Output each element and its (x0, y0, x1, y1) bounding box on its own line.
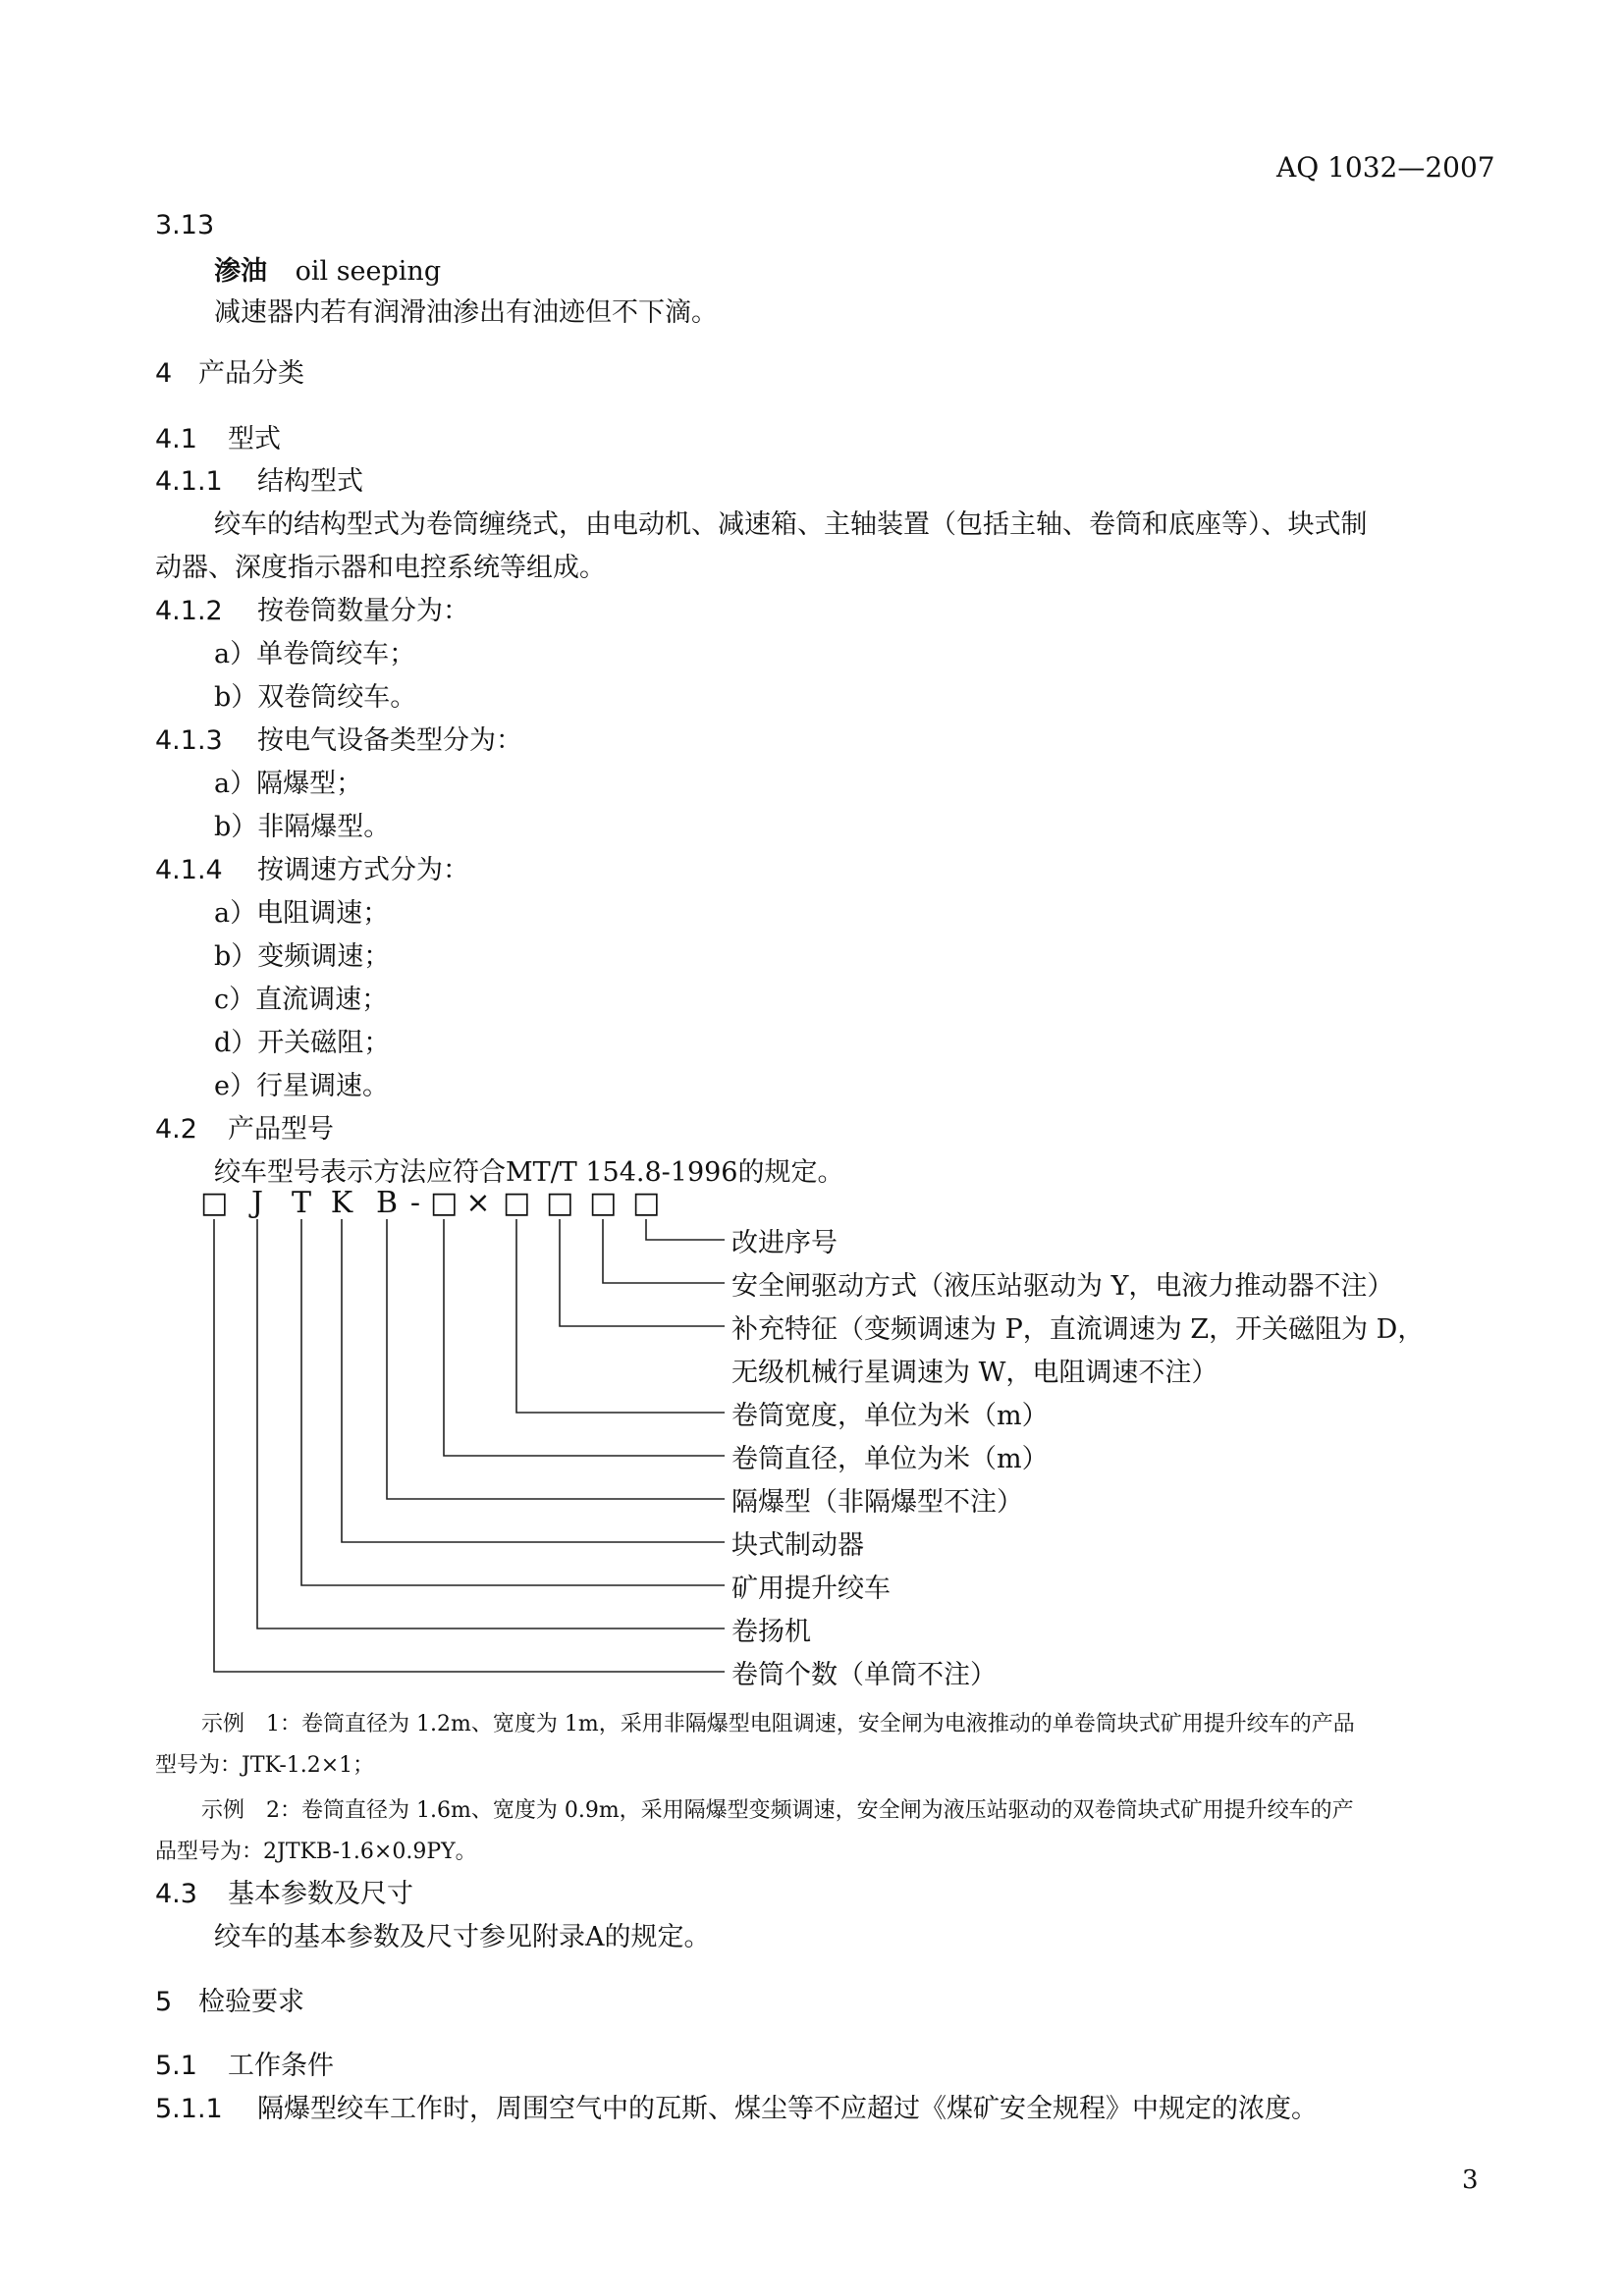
section-4-3-text: 绞车的基本参数及尺寸参见附录A的规定。 (214, 1922, 711, 1952)
model-code-label: 块式制动器 (731, 1530, 864, 1561)
list-item: a）电阻调速； (214, 898, 390, 929)
model-code-char: □ (430, 1186, 459, 1220)
section-4-title: 产品分类 (198, 358, 304, 389)
list-item: c）直流调速； (214, 985, 389, 1015)
section-4-number: 4 (155, 358, 173, 389)
section-5-1-1 (155, 2087, 1318, 2125)
connector-line (646, 1219, 725, 1240)
connector-line (387, 1219, 725, 1499)
document-id: AQ 1032—2007 (1276, 151, 1495, 184)
model-code-label: 卷筒直径，单位为米（m） (731, 1444, 1049, 1474)
list-item: b）双卷筒绞车。 (214, 682, 417, 713)
section-4-2-text: 绞车型号表示方法应符合MT/T 154.8-1996的规定。 (214, 1157, 844, 1188)
list-item: e）行星调速。 (214, 1071, 389, 1101)
section-5-1-number: 5.1 (155, 2051, 197, 2081)
model-code-label: 无级机械行星调速为 W，电阻调速不注） (731, 1358, 1218, 1388)
section-5-heading (155, 1980, 304, 2018)
model-code-char: □ (632, 1186, 661, 1220)
section-4-1-4-number: 4.1.4 (155, 855, 223, 885)
connector-line (257, 1219, 725, 1629)
section-4-1-number: 4.1 (155, 424, 197, 454)
section-4-1-1-text-line2: 动器、深度指示器和电控系统等组成。 (155, 553, 606, 583)
section-4-1-3-number: 4.1.3 (155, 725, 223, 756)
model-code-char: - (409, 1186, 421, 1220)
example-1-line1: 示例 1：卷筒直径为 1.2m、宽度为 1m，采用非隔爆型电阻调速，安全闸为电液推动的单卷筒块式矿用提升绞车的产品 (201, 1712, 1355, 1736)
connector-line (444, 1219, 725, 1456)
example-2-line2: 品型号为：2JTKB-1.6×0.9PY。 (155, 1840, 477, 1864)
section-3-13-number: 3.13 (155, 210, 215, 240)
list-item: d）开关磁阻； (214, 1028, 391, 1058)
section-5-title: 检验要求 (198, 1987, 304, 2017)
model-code-label: 卷筒个数（单筒不注） (731, 1660, 997, 1690)
connector-line (560, 1219, 725, 1326)
model-code-label: 隔爆型（非隔爆型不注） (731, 1487, 1023, 1518)
term-english: oil seeping (295, 256, 442, 287)
model-code-char: T (291, 1186, 311, 1220)
model-code-label: 补充特征（变频调速为 P，直流调速为 Z，开关磁阻为 D， (731, 1314, 1425, 1345)
connector-line (214, 1219, 725, 1672)
list-item: a）单卷筒绞车； (214, 639, 416, 669)
example-1-line2: 型号为：JTK-1.2×1； (155, 1753, 375, 1778)
section-4-1-1-text-line1: 绞车的结构型式为卷筒缠绕式，由电动机、减速箱、主轴装置（包括主轴、卷筒和底座等）、块式制 (214, 509, 1368, 540)
term-definition: 减速器内若有润滑油渗出有油迹但不下滴。 (214, 297, 718, 328)
section-5-1-1-number: 5.1.1 (155, 2094, 223, 2124)
section-4-3-number: 4.3 (155, 1879, 197, 1909)
list-item: a）隔爆型； (214, 769, 363, 799)
section-5-number: 5 (155, 1987, 173, 2017)
section-4-3-heading (155, 1872, 413, 1910)
model-code-char: □ (200, 1186, 229, 1220)
model-code-label: 改进序号 (731, 1228, 838, 1258)
section-4-1-4-title: 按调速方式分为： (257, 855, 469, 885)
model-code-char: □ (546, 1186, 574, 1220)
list-item: b）变频调速； (214, 941, 391, 972)
term-chinese: 渗油 (214, 256, 267, 287)
section-5-1-title: 工作条件 (228, 2051, 334, 2081)
page-number: 3 (1462, 2165, 1479, 2195)
section-4-1-2-number: 4.1.2 (155, 596, 223, 626)
list-item: b）非隔爆型。 (214, 812, 391, 842)
model-code-label: 卷筒宽度，单位为米（m） (731, 1401, 1049, 1431)
connector-line (342, 1219, 725, 1542)
model-code-char: □ (589, 1186, 618, 1220)
model-code-char: B (375, 1186, 399, 1220)
section-5-1-heading (155, 2044, 334, 2082)
model-code-char: J (250, 1186, 264, 1220)
model-code-char: □ (503, 1186, 531, 1220)
model-code-label: 矿用提升绞车 (731, 1574, 891, 1604)
model-code-char: K (330, 1186, 353, 1220)
connector-line (301, 1219, 725, 1585)
section-4-2-title: 产品型号 (228, 1114, 334, 1145)
section-4-1-3-title: 按电气设备类型分为： (257, 725, 522, 756)
model-code-label: 卷扬机 (731, 1617, 811, 1647)
section-4-2-number: 4.2 (155, 1114, 197, 1145)
model-code-char: × (465, 1186, 491, 1220)
section-4-3-title: 基本参数及尺寸 (228, 1879, 413, 1909)
model-code-label: 安全闸驱动方式（液压站驱动为 Y，电液力推动器不注） (731, 1271, 1394, 1302)
example-2-line1: 示例 2：卷筒直径为 1.6m、宽度为 0.9m，采用隔爆型变频调速，安全闸为液压站驱动的双卷筒块式矿用提升绞车的产 (201, 1798, 1354, 1823)
connector-line (516, 1219, 725, 1413)
section-4-1-1-title: 结构型式 (257, 466, 363, 497)
section-4-1-2-title: 按卷筒数量分为： (257, 596, 469, 626)
section-4-1-title: 型式 (228, 424, 281, 454)
connector-line (603, 1219, 725, 1283)
section-4-1-1-number: 4.1.1 (155, 466, 223, 497)
section-5-1-1-text: 隔爆型绞车工作时，周围空气中的瓦斯、煤尘等不应超过《煤矿安全规程》中规定的浓度。 (257, 2094, 1318, 2124)
